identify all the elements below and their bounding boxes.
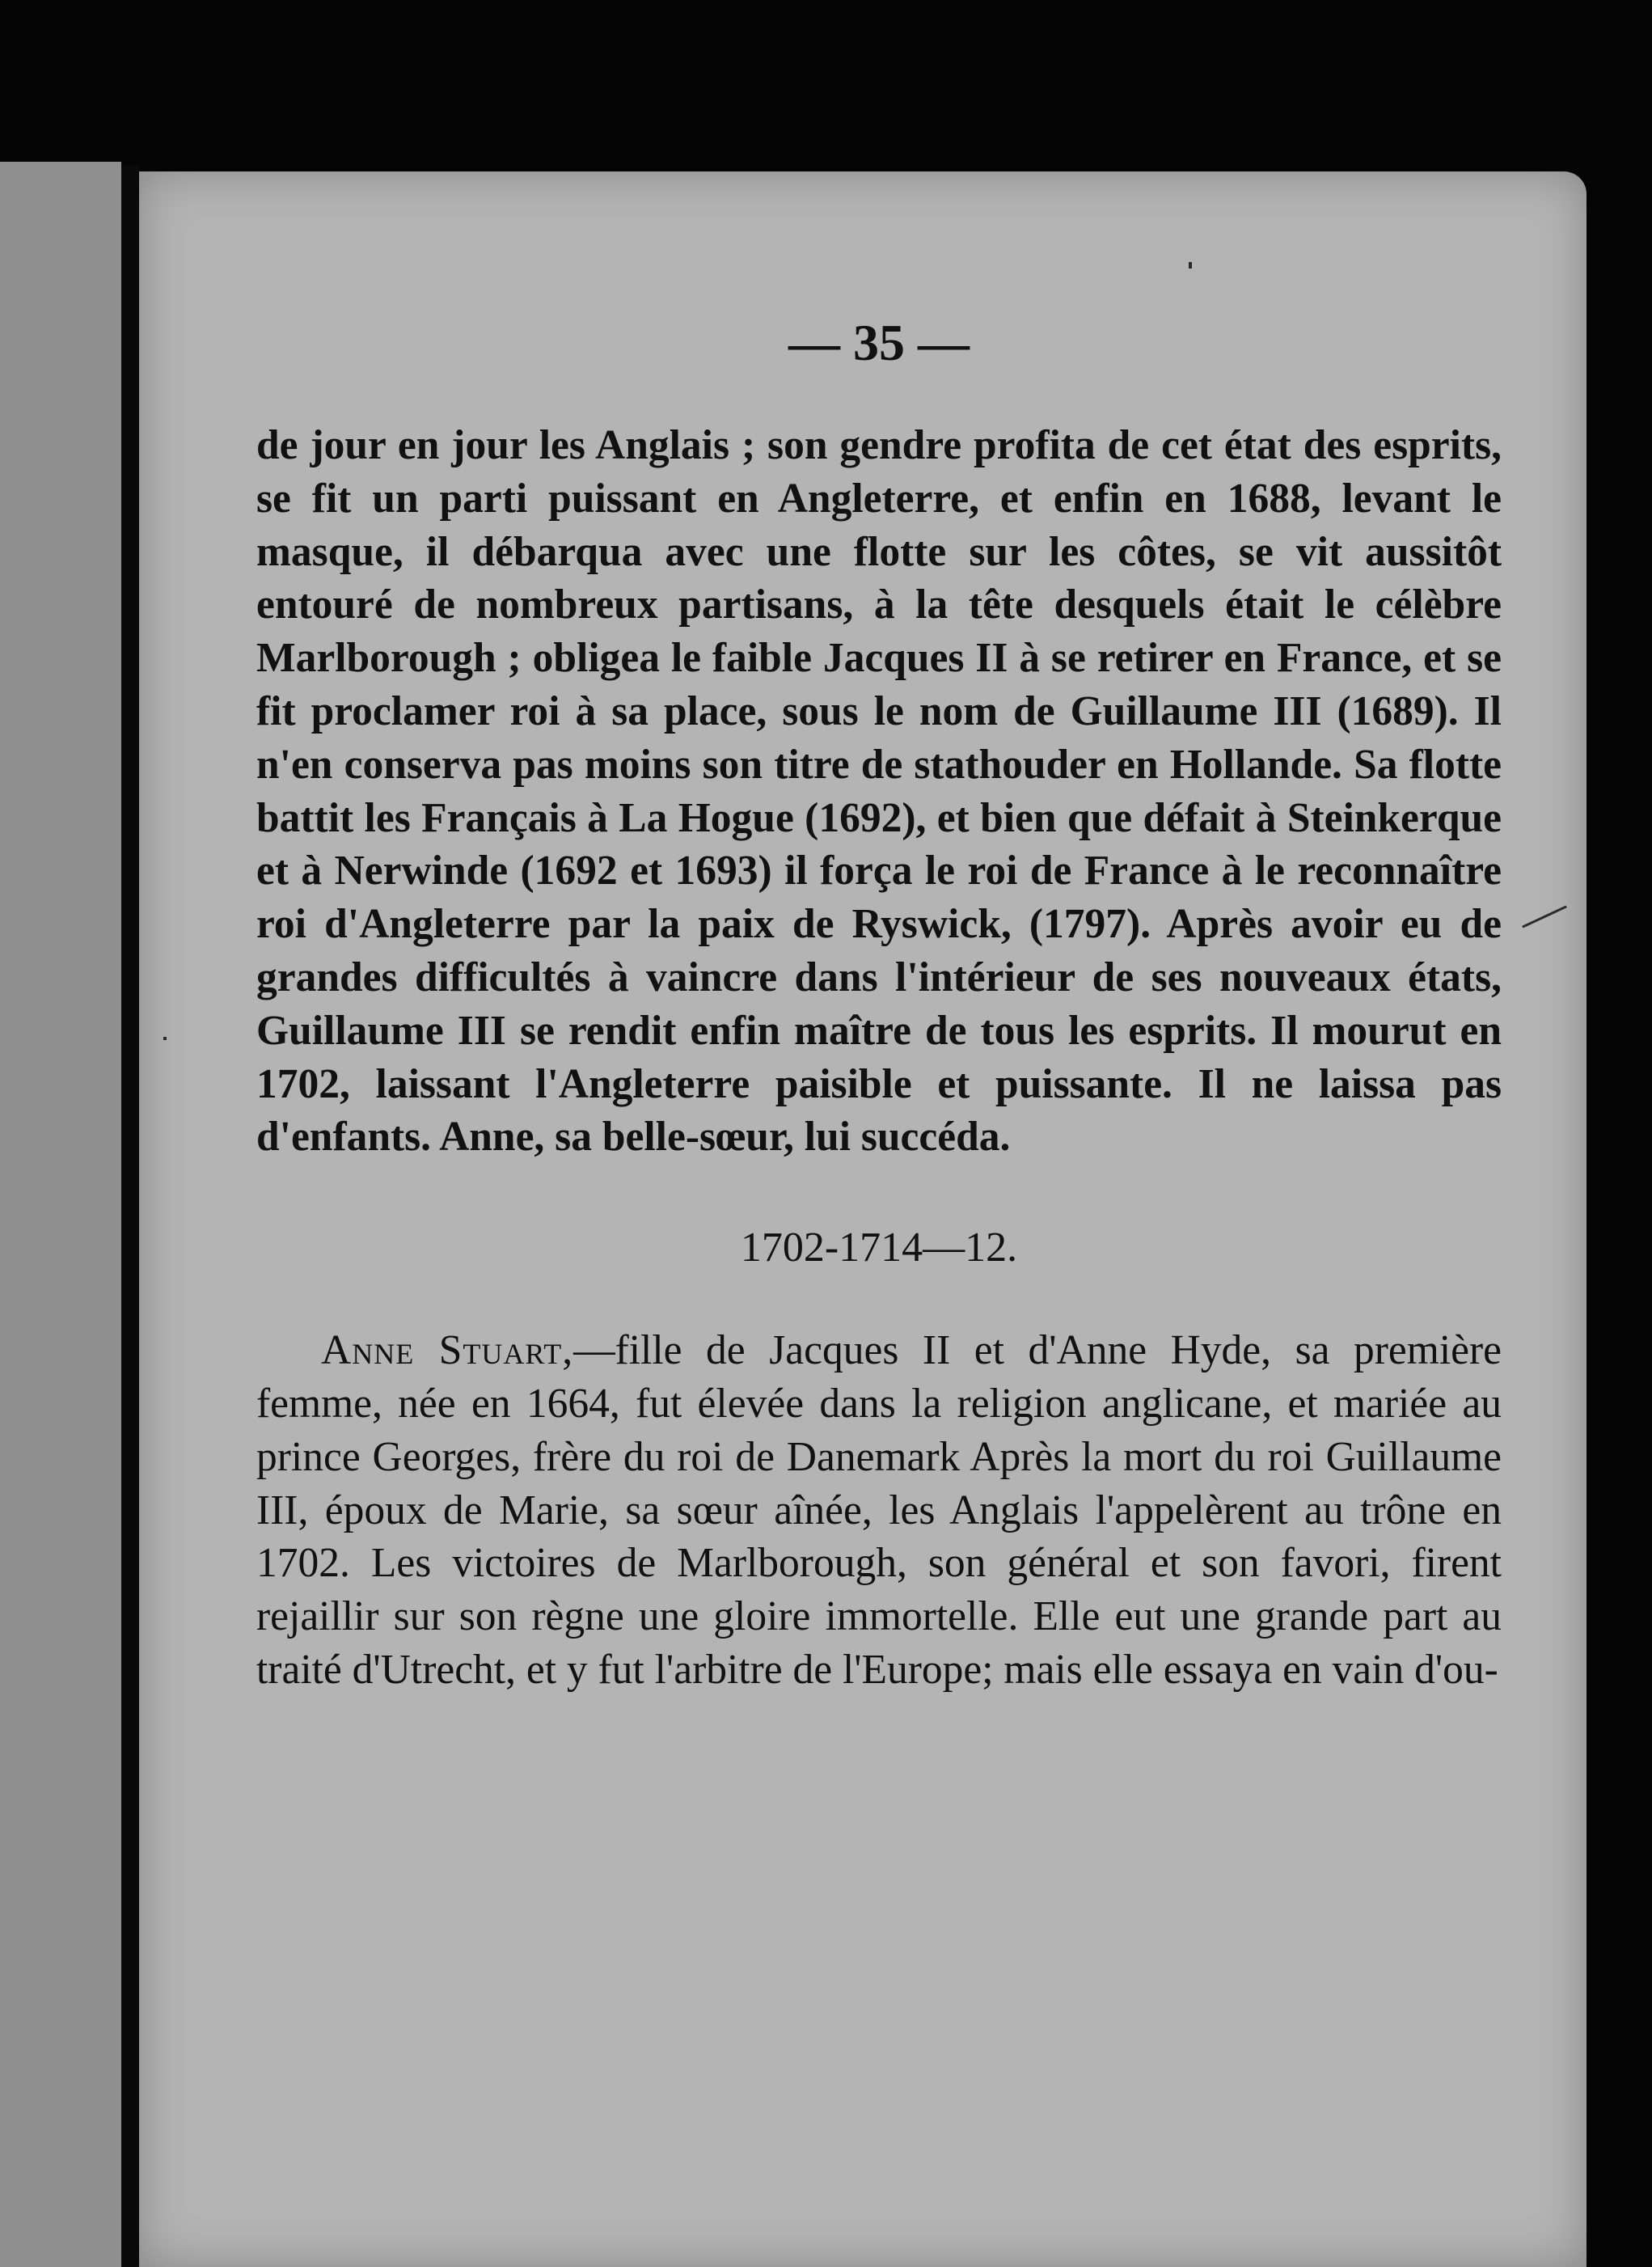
book-page <box>139 171 1587 2267</box>
margin-speck <box>1189 262 1192 269</box>
paragraph-anne-stuart-body: —fille de Jacques II et d'Anne Hyde, sa première femme, née en 1664, fut élevée dans la religion anglicane, et mariée au prince Georges, frère du roi de Danemark Après la mort du roi Guillaume III, époux de Marie, sa sœur aînée, les Anglais l'appelèrent au trône en 1702. Les victoires de Marlborough, son général et son favori, firent rejaillir sur son règne une gloire immortelle. Elle eut une grande part au traité d'Utrecht, et y fut l'arbitre de l'Europe; mais elle essaya en vain d'ou- <box>256 1327 1502 1693</box>
left-page-edge <box>0 162 121 2267</box>
margin-speck <box>163 1037 167 1040</box>
margin-speck <box>1522 905 1567 928</box>
page-number: — 35 — <box>788 314 970 371</box>
section-heading: 1702-1714—12. <box>740 1224 1018 1271</box>
entry-name-anne-stuart: Anne Stuart, <box>321 1327 574 1374</box>
paragraph-anne-stuart <box>256 1324 1502 1697</box>
book-gutter <box>121 166 139 2267</box>
page-text-block <box>256 314 1502 1697</box>
paragraph-william-iii: de jour en jour les Anglais ; son gendre profita de cet état des esprits, se fit un parti puissant en Angleterre, et enfin en 1688, levant le masque, il débarqua avec une flotte sur les côtes, se vit aussitôt entouré de nombreux partisans, à la tête desquels était le célèbre Marlborough ; obligea le faible Jacques II à se retirer en France, et se fit proclamer roi à sa place, sous le nom de Guillaume III (1689). Il n'en conserva pas moins son titre de stathouder en Hollande. Sa flotte battit les Français à La Hogue (1692), et bien que défait à Steinkerque et à Nerwinde (1692 et 1693) il força le roi de France à le reconnaître roi d'Angleterre par la paix de Ryswick, (1797). Après avoir eu de grandes difficultés à vaincre dans l'intérieur de ses nouveaux états, Guillaume III se rendit enfin maître de tous les esprits. Il mourut en 1702, laissant l'Angleterre paisible et puissante. Il ne laissa pas d'enfants. Anne, sa belle-sœur, lui succéda. <box>256 422 1502 1161</box>
